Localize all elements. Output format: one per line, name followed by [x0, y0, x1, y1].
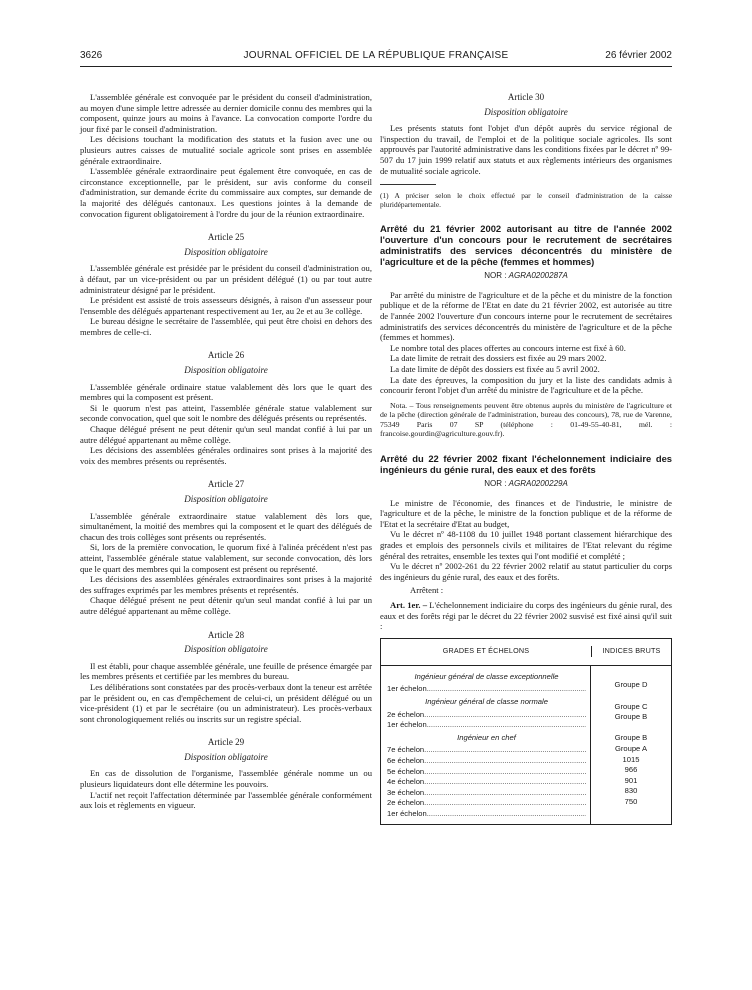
- paragraph: Les décisions des assemblées générales ordinaires sont prises à la majorité des voix des membres présents ou représentés.: [80, 445, 372, 466]
- header-grades: GRADES ET ÉCHELONS: [381, 646, 592, 657]
- article-30-subtitle: Disposition obligatoire: [484, 106, 568, 117]
- index-value: Groupe C: [614, 701, 648, 711]
- index-value: Groupe B: [614, 712, 648, 722]
- paragraph: Les décisions des assemblées générales extraordinaires sont prises à la majorité des suffrages exprimés par les membres présents et représentés.: [80, 574, 372, 595]
- paragraph: Vu le décret nº 48-1108 du 10 juillet 1948 portant classement hiérarchique des grades et emplois des personnels civils et militaires de l'Etat relevant du régime général des retraites, ensemble les textes qui l'ont modifié et complété ;: [380, 529, 672, 561]
- article-30-title: Article 30: [507, 92, 545, 102]
- arrete-2-nor: [380, 479, 672, 490]
- index-value: 750: [624, 796, 638, 806]
- article-29-subtitle: Disposition obligatoire: [184, 751, 268, 762]
- paragraph: La date limite de retrait des dossiers est fixée au 29 mars 2002.: [390, 353, 607, 364]
- article-27-title: Article 27: [207, 479, 245, 490]
- paragraph: Le ministre de l'économie, des finances et de l'industrie, le ministre de l'agriculture et de la pêche, le ministre de la fonction publique et de la réforme de l'Etat et la secrétaire d'Etat au budget,: [380, 497, 672, 529]
- article-28-subtitle: Disposition obligatoire: [184, 644, 268, 655]
- page-number: 3626: [80, 50, 103, 61]
- paragraph: L'assemblée générale est présidée par le président du conseil d'administration ou, à défaut, par un vice-président ou par un président délégué (1) ou par tout autre administrateur désigné par le président.: [80, 263, 372, 295]
- echelon-label: 3e échelon: [387, 787, 425, 797]
- nota-note: Nota. – Tous renseignements peuvent être obtenus auprès du ministère de l'agriculture et de la pêche (direction générale de l'administration, bureau des concours), 78, rue de Varenne, 75349 Paris 07 SP (téléphone : 01-49-55-40-81, mél. : francoise.gourdin@agriculture.gouv.fr).: [380, 400, 672, 439]
- paragraph: Il est établi, pour chaque assemblée générale, une feuille de présence émargée par les membres présents et certifiée par les membres du bureau.: [80, 660, 372, 682]
- table-row: [387, 767, 586, 778]
- table-header: [381, 639, 671, 666]
- paragraph: Le nombre total des places offertes au concours interne est fixé à 60.: [390, 342, 626, 353]
- article-25-subtitle: Disposition obligatoire: [184, 246, 268, 257]
- article-28-title: Article 28: [207, 629, 245, 640]
- table-row: [387, 710, 586, 721]
- footnote-rule: [380, 184, 436, 185]
- article-1-label: Art. 1er. –: [390, 600, 428, 610]
- paragraph: L'assemblée générale extraordinaire statue valablement dès lors que, simultanément, la moitié des membres qui la composent et le quart des délégués de chacun des trois collèges sont présents ou représentés.: [80, 510, 372, 542]
- paragraph: L'assemblée générale ordinaire statue valablement dès lors que le quart des membres qui la composent est présent.: [80, 381, 372, 403]
- paragraph: L'assemblée générale est convoquée par le président du conseil d'administration, au moyen d'une simple lettre adressée au dernier domicile connu des membres qui la composent, quinze jours au moins à l'avance. La convocation comporte l'ordre du jour fixé par le conseil d'administration.: [80, 92, 372, 134]
- table-body: [381, 666, 671, 824]
- article-27-subtitle: Disposition obligatoire: [184, 494, 268, 504]
- table-row: [387, 720, 586, 731]
- table-row: [387, 684, 586, 695]
- article-25-title: Article 25: [207, 232, 245, 243]
- paragraph: Si le quorum n'est pas atteint, l'assemblée générale statue valablement sur seconde convocation, quel que soit le nombre des délégués présents ou représentés.: [80, 402, 372, 424]
- group-title: Ingénieur en chef: [457, 732, 516, 742]
- paragraph: L'actif net reçoit l'affectation déterminée par l'assemblée générale conformément aux lois et règlements en vigueur.: [80, 789, 372, 811]
- journal-title: JOURNAL OFFICIEL DE LA RÉPUBLIQUE FRANÇAISE: [243, 50, 509, 61]
- nor-value: AGRA0200287A: [508, 271, 568, 281]
- grades-column: [381, 666, 591, 824]
- article-26-title: Article 26: [207, 350, 245, 361]
- grades-table: [380, 638, 672, 825]
- echelon-label: 2e échelon: [387, 709, 425, 719]
- echelon-label: 4e échelon: [387, 777, 425, 787]
- paragraph: Chaque délégué présent ne peut détenir qu'un seul mandat confié à lui par un autre délégué appartenant au même collège.: [80, 595, 372, 616]
- paragraph: Le bureau désigne le secrétaire de l'assemblée, qui peut être choisi en dehors des membres de celle-ci.: [80, 316, 372, 337]
- nor-value: AGRA0200229A: [508, 479, 568, 489]
- echelon-label: 2e échelon: [387, 798, 425, 808]
- article-1-text: L'échelonnement indiciaire du corps des ingénieurs du génie rural, des eaux et des forêts régi par le décret du 22 février 2002 susvisé est fixé ainsi qu'il suit :: [380, 600, 672, 632]
- index-value: 1015: [622, 754, 640, 764]
- echelon-label: 1er échelon: [387, 808, 427, 818]
- paragraph: Le président est assisté de trois assesseurs désignés, à raison d'un assesseur pour l'ensemble des délégués appartenant respectivement au 1er, au 2e et au 3e collège.: [80, 295, 372, 316]
- paragraph: La date limite de dépôt des dossiers est fixée au 5 avril 2002.: [390, 363, 600, 374]
- table-row: [387, 777, 586, 788]
- paragraph: L'assemblée générale extraordinaire peut également être convoquée, en cas de circonstance exceptionnelle, par le président, sur avis conforme du conseil d'administration, sur demande écrite du commissaire aux comptes, sur demande de la majorité des délégués cantonaux. Les questions jointes à la demande de convocation figurent obligatoirement à l'ordre du jour de la réunion extraordinaire.: [80, 166, 372, 219]
- issue-date: 26 février 2002: [605, 50, 672, 61]
- index-value: 966: [624, 765, 638, 775]
- index-value: Groupe A: [614, 743, 648, 753]
- paragraph: Les délibérations sont constatées par des procès-verbaux dont la teneur est arrêtée par le président ou, en cas d'empêchement de celui-ci, un président délégué ou un vice-président (1) et par le secrétaire (ou un administrateur). Les procès-verbaux sont chronologiquement reliés ou inscrits sur un registre spécial.: [80, 681, 372, 724]
- nor-label: NOR :: [484, 271, 507, 281]
- index-value: Groupe D: [614, 680, 648, 690]
- table-row: [387, 809, 586, 820]
- paragraph: En cas de dissolution de l'organisme, l'assemblée générale nomme un ou plusieurs liquidateurs dont elle détermine les pouvoirs.: [80, 768, 372, 790]
- paragraph: Les présents statuts font l'objet d'un dépôt auprès du service régional de l'inspection du travail, de l'emploi et de la politique sociale agricoles. Ils sont approuvés par l'autorité administrative dans les conditions fixées par le décret nº 99-507 du 17 juin 1999 relatif aux statuts et aux règlements intérieurs des organismes de mutualité sociale agricole.: [380, 123, 672, 176]
- index-value: 830: [624, 786, 638, 796]
- paragraph: Les décisions touchant la modification des statuts et la fusion avec une ou plusieurs autres caisses de mutualité sociale agricole sont prises en assemblée générale extraordinaire.: [80, 134, 372, 166]
- index-value: 901: [624, 775, 638, 785]
- echelon-label: 1er échelon: [387, 684, 427, 694]
- index-value: Groupe B: [614, 733, 648, 743]
- table-row: [387, 788, 586, 799]
- paragraph: La date des épreuves, la composition du jury et la liste des candidats admis à concourir feront l'objet d'un arrêté du ministre de l'agriculture et de la pêche.: [380, 374, 672, 396]
- article-29-title: Article 29: [207, 737, 245, 748]
- arrete-1-nor: [380, 271, 672, 282]
- nor-label: NOR :: [484, 479, 507, 489]
- group-title: Ingénieur général de classe exceptionnelle: [414, 671, 559, 681]
- paragraph: Si, lors de la première convocation, le quorum fixé à l'alinéa précédent n'est pas atteint, l'assemblée générale statue valablement, sur seconde convocation, dès lors que le quart des membres qui la composent est présent ou représenté.: [80, 542, 372, 574]
- arrete-1-title: Arrêté du 21 février 2002 autorisant au titre de l'année 2002 l'ouverture d'un concours pour le recrutement de secrétaires administratifs des services déconcentrés du ministère de l'agriculture et de la pêche (femmes et hommes): [380, 223, 672, 268]
- article-1: [380, 600, 672, 632]
- paragraph: Chaque délégué présent ne peut détenir qu'un seul mandat confié à lui par un autre délégué appartenant au même collège.: [80, 424, 372, 445]
- table-row: [387, 798, 586, 809]
- table-row: [387, 745, 586, 756]
- paragraph: Par arrêté du ministre de l'agriculture et de la pêche et du ministre de la fonction publique et de la réforme de l'Etat en date du 21 février 2002, est autorisée au titre de l'année 2002 l'ouverture d'un concours interne pour le recrutement de secrétaires administratifs des services déconcentrés du ministère de l'agriculture et de la pêche (femmes et hommes).: [380, 289, 672, 343]
- paragraph: Vu le décret nº 2002-261 du 22 février 2002 relatif au statut particulier du corps des ingénieurs du génie rural, des eaux et des forêts.: [380, 561, 672, 582]
- arretent-label: Arrêtent :: [410, 585, 444, 596]
- header-indices: INDICES BRUTS: [602, 646, 661, 656]
- echelon-label: 7e échelon: [387, 745, 425, 755]
- echelon-label: 6e échelon: [387, 755, 425, 765]
- table-row: [387, 756, 586, 767]
- echelon-label: 1er échelon: [387, 720, 427, 730]
- echelon-label: 5e échelon: [387, 766, 425, 776]
- left-column: [80, 92, 372, 811]
- group-title: Ingénieur général de classe normale: [425, 696, 548, 706]
- article-26-subtitle: Disposition obligatoire: [184, 365, 268, 376]
- right-column: [380, 92, 672, 825]
- indices-column: [591, 666, 671, 824]
- header-rule: [80, 66, 672, 67]
- footnote: (1) A préciser selon le choix effectué par le conseil d'administration de la caisse pluridépartementale.: [380, 191, 672, 210]
- page-header: [80, 50, 672, 64]
- arrete-2-title: Arrêté du 22 février 2002 fixant l'échelonnement indiciaire des ingénieurs du génie rural, des eaux et des forêts: [380, 453, 672, 476]
